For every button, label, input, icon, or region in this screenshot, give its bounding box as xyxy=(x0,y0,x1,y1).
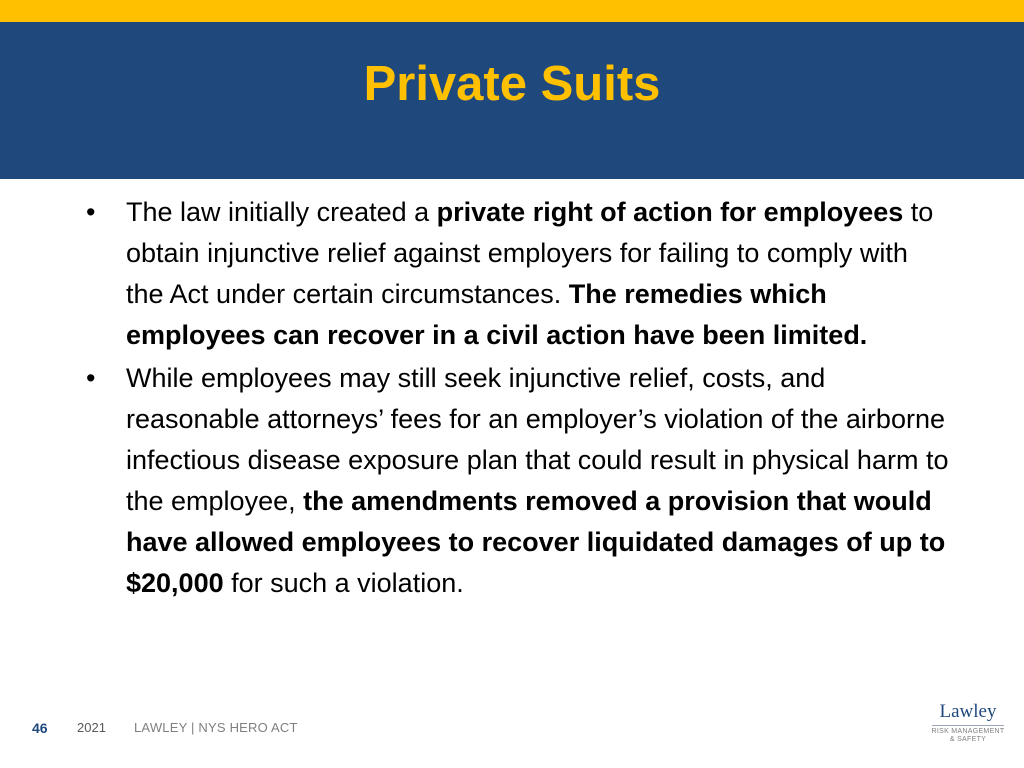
bullet-segment-bold: private right of action for employees xyxy=(436,197,904,227)
lawley-logo xyxy=(926,700,1010,752)
footer-year: 2021 xyxy=(77,720,106,735)
page-number: 46 xyxy=(32,720,48,736)
slide-footer xyxy=(0,712,1024,742)
footer-title: LAWLEY | NYS HERO ACT xyxy=(134,720,298,735)
bullet-dot-icon: • xyxy=(86,363,96,393)
bullet-item xyxy=(82,192,952,356)
slide-title: Private Suits xyxy=(363,57,661,111)
bullet-segment: While employees may still seek injunctive relief, costs, and reasonable attorneys’ fees for an employer’s violation of the airborne infectious disease exposure plan that could result in physical harm to the employee, xyxy=(126,363,949,516)
top-accent-stripe xyxy=(0,0,1024,22)
logo-divider xyxy=(932,725,1004,726)
bullet-segment: for such a violation. xyxy=(223,568,464,598)
logo-wordmark: Lawley xyxy=(939,701,997,722)
bullet-segment: The law initially created a xyxy=(126,197,437,227)
bullet-segment: to obtain injunctive relief against employers for failing to comply with the Act under certain circumstances. xyxy=(126,197,934,309)
bullet-segment-bold: the amendments removed a provision that would have allowed employees to recover liquidated damages of up to $20,000 xyxy=(126,486,946,598)
logo-tagline: & SAFETY xyxy=(949,736,987,743)
bullet-dot-icon: • xyxy=(86,197,96,227)
slide-content xyxy=(82,192,952,606)
bullet-item xyxy=(82,358,952,604)
logo-tagline: RISK MANAGEMENT xyxy=(931,728,1005,735)
bullet-segment-bold: The remedies which employees can recover in a civil action have been limited. xyxy=(126,279,868,350)
